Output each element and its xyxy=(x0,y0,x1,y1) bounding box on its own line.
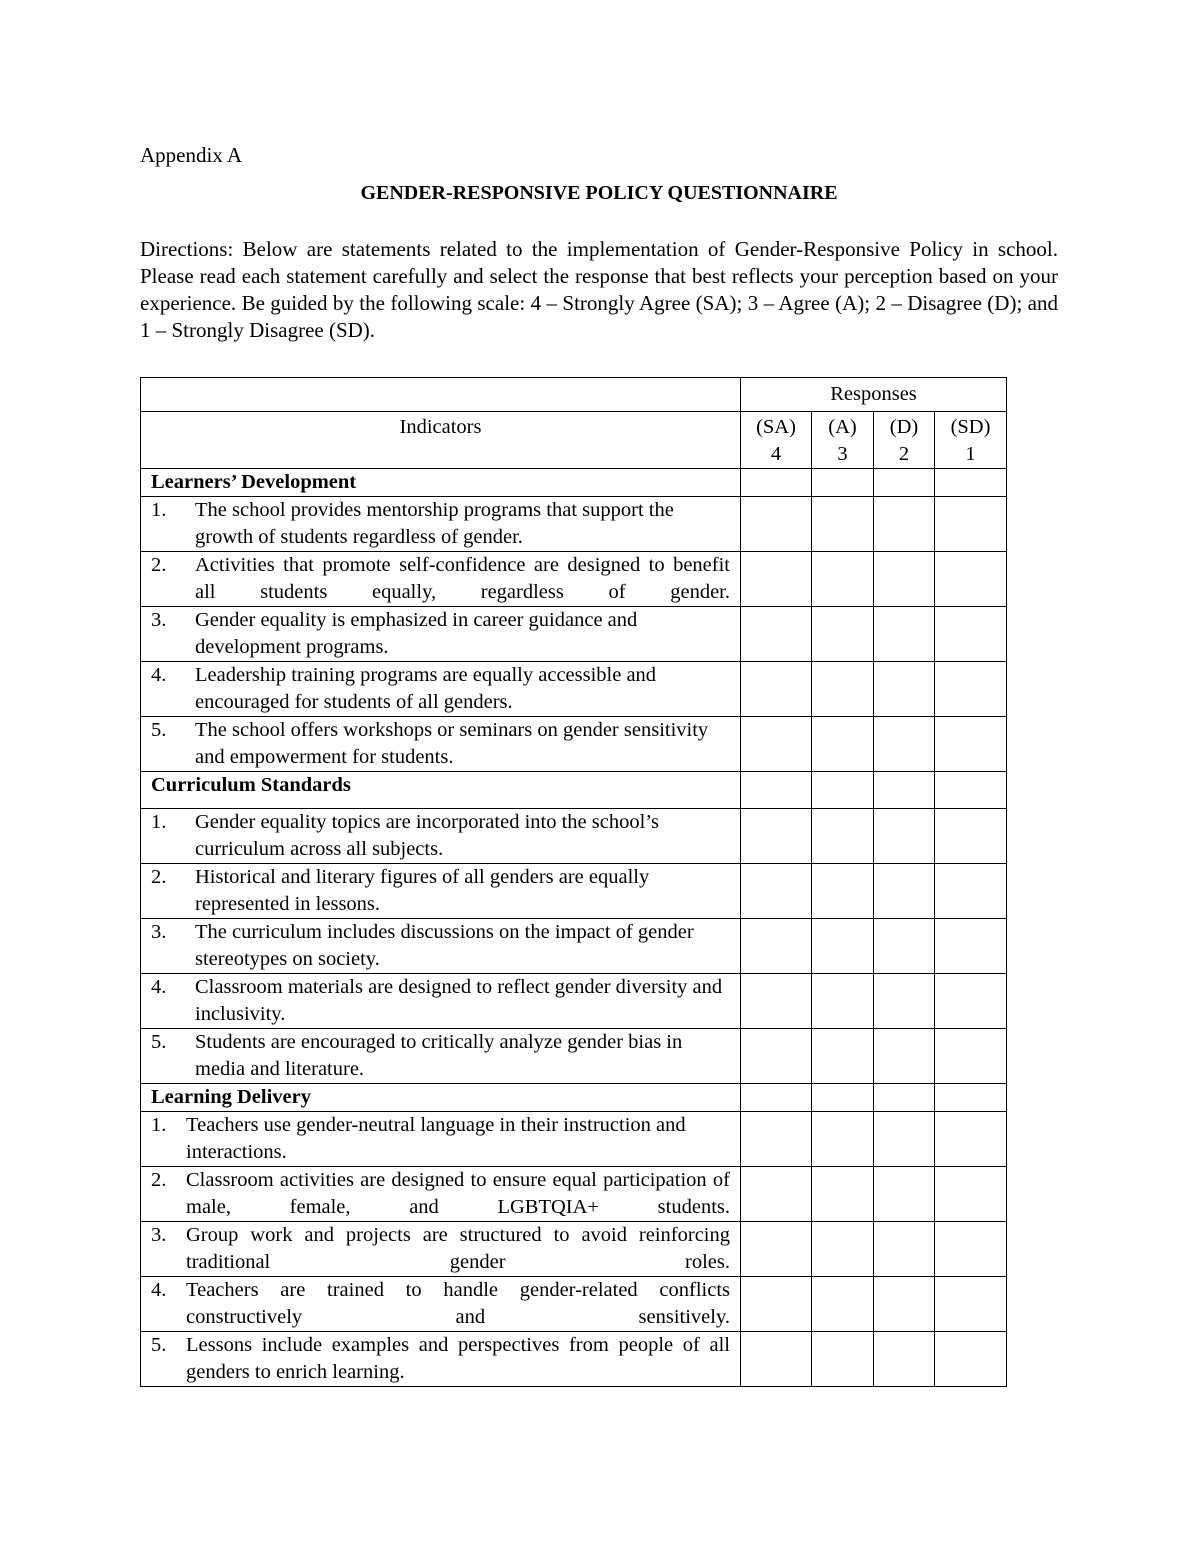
indicator-text: Gender equality is emphasized in career guidance and development programs. xyxy=(195,609,638,658)
indicator-number: 5. xyxy=(151,719,167,741)
response-cell-sa[interactable] xyxy=(741,607,812,662)
table-row xyxy=(141,662,1007,717)
response-cell-d[interactable] xyxy=(874,1029,935,1084)
indicator-text: Students are encouraged to critically analyze gender bias in media and literature. xyxy=(195,1031,683,1080)
section-blank-cell xyxy=(812,469,874,497)
response-cell-sd[interactable] xyxy=(935,1029,1007,1084)
indicator-number: 3. xyxy=(151,1224,167,1246)
response-cell-sd[interactable] xyxy=(935,662,1007,717)
indicator-number: 2. xyxy=(151,554,167,576)
indicator-text: The school provides mentorship programs that support the growth of students regardless of gender. xyxy=(195,499,674,548)
indicator-text: Gender equality topics are incorporated into the school’s curriculum across all subjects. xyxy=(195,811,659,860)
response-cell-sd[interactable] xyxy=(935,1332,1007,1387)
response-cell-a[interactable] xyxy=(812,1029,874,1084)
header-empty-cell xyxy=(141,378,741,412)
response-cell-sd[interactable] xyxy=(935,1277,1007,1332)
indicator-text: Classroom materials are designed to reflect gender diversity and inclusivity. xyxy=(195,976,723,1025)
table-header-row xyxy=(141,378,1007,412)
table-row xyxy=(141,1029,1007,1084)
table-row xyxy=(141,607,1007,662)
indicator-cell xyxy=(141,552,741,607)
response-cell-a[interactable] xyxy=(812,1112,874,1167)
indicator-number: 1. xyxy=(151,811,167,833)
indicator-text: The curriculum includes discussions on the impact of gender stereotypes on society. xyxy=(195,921,694,970)
response-cell-d[interactable] xyxy=(874,1112,935,1167)
indicators-header: Indicators xyxy=(141,412,741,469)
section-blank-cell xyxy=(874,772,935,809)
column-header-sa: (SA) 4 xyxy=(741,412,812,469)
table-row xyxy=(141,1222,1007,1277)
indicator-text: Lessons include examples and perspectives from people of all genders to enrich learning. xyxy=(186,1334,730,1383)
indicator-number: 3. xyxy=(151,609,167,631)
section-row xyxy=(141,772,1007,809)
response-cell-a[interactable] xyxy=(812,1277,874,1332)
section-blank-cell xyxy=(812,1084,874,1112)
section-blank-cell xyxy=(812,772,874,809)
response-cell-sd[interactable] xyxy=(935,1222,1007,1277)
indicator-cell xyxy=(141,1332,741,1387)
indicator-number: 4. xyxy=(151,1279,167,1301)
page-title: GENDER-RESPONSIVE POLICY QUESTIONNAIRE xyxy=(360,182,838,204)
indicator-text: Activities that promote self-confidence are designed to benefit all students equally, regardless of gender. xyxy=(195,554,730,603)
response-cell-sa[interactable] xyxy=(741,1112,812,1167)
response-cell-d[interactable] xyxy=(874,662,935,717)
response-cell-d[interactable] xyxy=(874,552,935,607)
indicator-text: The school offers workshops or seminars on gender sensitivity and empowerment for students. xyxy=(195,719,709,768)
appendix-label: Appendix A xyxy=(140,143,243,167)
section-row xyxy=(141,1084,1007,1112)
indicator-cell xyxy=(141,864,741,919)
response-cell-a[interactable] xyxy=(812,919,874,974)
indicator-cell xyxy=(141,1167,741,1222)
indicator-cell xyxy=(141,717,741,772)
indicator-cell xyxy=(141,1112,741,1167)
responses-header: Responses xyxy=(741,378,1007,412)
table-row xyxy=(141,717,1007,772)
indicator-number: 2. xyxy=(151,1169,167,1191)
response-cell-d[interactable] xyxy=(874,974,935,1029)
table-row xyxy=(141,974,1007,1029)
indicator-number: 5. xyxy=(151,1334,167,1356)
response-cell-sa[interactable] xyxy=(741,662,812,717)
response-cell-sd[interactable] xyxy=(935,809,1007,864)
response-cell-sd[interactable] xyxy=(935,717,1007,772)
response-cell-sd[interactable] xyxy=(935,552,1007,607)
section-blank-cell xyxy=(741,772,812,809)
response-cell-a[interactable] xyxy=(812,1167,874,1222)
indicator-text: Teachers are trained to handle gender-related conflicts constructively and sensitively. xyxy=(186,1279,730,1328)
section-blank-cell xyxy=(935,469,1007,497)
table-row xyxy=(141,552,1007,607)
response-cell-a[interactable] xyxy=(812,662,874,717)
response-cell-d[interactable] xyxy=(874,919,935,974)
section-title: Learning Delivery xyxy=(141,1084,741,1112)
indicator-number: 2. xyxy=(151,866,167,888)
table-row xyxy=(141,809,1007,864)
indicator-cell xyxy=(141,974,741,1029)
response-cell-sa[interactable] xyxy=(741,552,812,607)
section-blank-cell xyxy=(741,469,812,497)
indicator-cell xyxy=(141,497,741,552)
column-header-a: (A) 3 xyxy=(812,412,874,469)
response-cell-sa[interactable] xyxy=(741,974,812,1029)
directions-text: Directions: Below are statements related to the implementation of Gender-Responsive Policy in school. Please read each statement carefully and select the response that best reflects your perception based on your experience. Be guided by the following scale: 4 – Strongly Agree (SA); 3 – Agree (A); 2 – Disagree (D); and 1 – Strongly Disagree (SD). xyxy=(140,237,1058,342)
response-cell-d[interactable] xyxy=(874,497,935,552)
response-cell-a[interactable] xyxy=(812,864,874,919)
response-cell-sd[interactable] xyxy=(935,607,1007,662)
response-cell-a[interactable] xyxy=(812,1222,874,1277)
indicator-cell xyxy=(141,662,741,717)
response-cell-d[interactable] xyxy=(874,1222,935,1277)
response-cell-a[interactable] xyxy=(812,809,874,864)
table-row xyxy=(141,497,1007,552)
column-header-d: (D) 2 xyxy=(874,412,935,469)
indicator-text: Classroom activities are designed to ensure equal participation of male, female, and LGBTQIA+ students. xyxy=(186,1169,730,1218)
indicator-number: 1. xyxy=(151,499,167,521)
section-blank-cell xyxy=(874,1084,935,1112)
response-cell-d[interactable] xyxy=(874,1277,935,1332)
table-column-header-row xyxy=(141,412,1007,469)
section-row xyxy=(141,469,1007,497)
response-cell-a[interactable] xyxy=(812,607,874,662)
response-cell-sd[interactable] xyxy=(935,974,1007,1029)
indicator-number: 4. xyxy=(151,976,167,998)
response-cell-d[interactable] xyxy=(874,809,935,864)
response-cell-sa[interactable] xyxy=(741,809,812,864)
section-title: Curriculum Standards xyxy=(141,772,741,809)
section-title: Learners’ Development xyxy=(141,469,741,497)
section-blank-cell xyxy=(935,772,1007,809)
table-row xyxy=(141,864,1007,919)
response-cell-a[interactable] xyxy=(812,717,874,772)
response-cell-sa[interactable] xyxy=(741,919,812,974)
indicator-cell xyxy=(141,809,741,864)
response-cell-d[interactable] xyxy=(874,717,935,772)
response-cell-sa[interactable] xyxy=(741,1222,812,1277)
indicator-number: 1. xyxy=(151,1114,167,1136)
section-blank-cell xyxy=(935,1084,1007,1112)
questionnaire-table xyxy=(140,377,1007,1387)
indicator-cell xyxy=(141,919,741,974)
indicator-cell xyxy=(141,1029,741,1084)
response-cell-sd[interactable] xyxy=(935,1167,1007,1222)
table-row xyxy=(141,1277,1007,1332)
response-cell-sa[interactable] xyxy=(741,1277,812,1332)
indicator-cell xyxy=(141,607,741,662)
indicator-cell xyxy=(141,1277,741,1332)
section-blank-cell xyxy=(741,1084,812,1112)
indicator-text: Historical and literary figures of all genders are equally represented in lessons. xyxy=(195,866,650,915)
response-cell-sa[interactable] xyxy=(741,497,812,552)
indicator-number: 5. xyxy=(151,1031,167,1053)
response-cell-sd[interactable] xyxy=(935,497,1007,552)
indicator-number: 3. xyxy=(151,921,167,943)
table-row xyxy=(141,919,1007,974)
table-row xyxy=(141,1112,1007,1167)
response-cell-d[interactable] xyxy=(874,864,935,919)
response-cell-d[interactable] xyxy=(874,1332,935,1387)
table-row xyxy=(141,1332,1007,1387)
response-cell-sd[interactable] xyxy=(935,864,1007,919)
response-cell-a[interactable] xyxy=(812,1332,874,1387)
indicator-text: Leadership training programs are equally accessible and encouraged for students of all genders. xyxy=(195,664,657,713)
response-cell-sa[interactable] xyxy=(741,1029,812,1084)
response-cell-a[interactable] xyxy=(812,974,874,1029)
response-cell-sa[interactable] xyxy=(741,717,812,772)
column-header-sd: (SD) 1 xyxy=(935,412,1007,469)
section-blank-cell xyxy=(874,469,935,497)
indicator-text: Group work and projects are structured to avoid reinforcing traditional gender roles. xyxy=(186,1224,730,1273)
response-cell-sd[interactable] xyxy=(935,919,1007,974)
response-cell-sa[interactable] xyxy=(741,1167,812,1222)
indicator-cell xyxy=(141,1222,741,1277)
response-cell-sa[interactable] xyxy=(741,864,812,919)
response-cell-a[interactable] xyxy=(812,552,874,607)
table-row xyxy=(141,1167,1007,1222)
response-cell-sd[interactable] xyxy=(935,1112,1007,1167)
response-cell-d[interactable] xyxy=(874,1167,935,1222)
response-cell-d[interactable] xyxy=(874,607,935,662)
indicator-text: Teachers use gender-neutral language in their instruction and interactions. xyxy=(186,1114,686,1163)
response-cell-a[interactable] xyxy=(812,497,874,552)
response-cell-sa[interactable] xyxy=(741,1332,812,1387)
indicator-number: 4. xyxy=(151,664,167,686)
